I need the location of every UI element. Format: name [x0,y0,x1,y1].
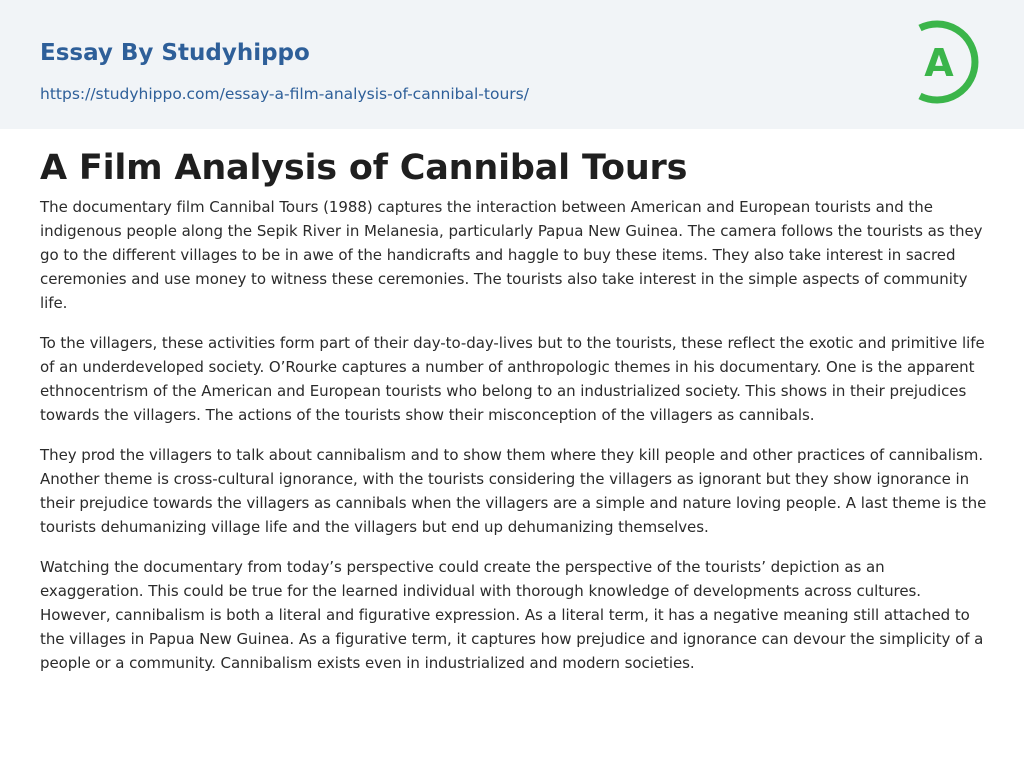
site-header [0,0,1024,129]
essay-paragraph-2: To the villagers, these activities form part of their day-to-day-lives but to the tourists, these reflect the exotic and primitive life of an underdeveloped society. O’Rourke captures a number of anthropologic themes in his documentary. One is the apparent ethnocentrism of the American and European tourists who belong to an industrialized society. This shows in their prejudices towards the villagers. The actions of the tourists show their misconception of the villagers as cannibals. [40,334,985,424]
logo-letter: A [924,41,954,85]
page-title: A Film Analysis of Cannibal Tours [40,148,688,188]
essay-paragraph-4: Watching the documentary from today’s perspective could create the perspective of the tourists’ depiction as an exaggeration. This could be true for the learned individual with thorough knowledge of developments across cultures. However, cannibalism is both a literal and figurative expression. As a literal term, it has a negative meaning still attached to the villages in Papua New Guinea. As a figurative term, it captures how prejudice and ignorance can devour the simplicity of a people or a community. Cannibalism exists even in industrialized and modern societies. [40,558,984,672]
essay-content [40,143,990,691]
studyhippo-logo-icon[interactable] [912,18,986,106]
essay-paragraph-1: The documentary film Cannibal Tours (1988) captures the interaction between American and European tourists and the indigenous people along the Sepik River in Melanesia, particularly Papua New Guinea. The camera follows the tourists as they go to the different villages to be in awe of the handicrafts and haggle to buy these items. They also take interest in sacred ceremonies and use money to witness these ceremonies. The tourists also take interest in the simple aspects of community life. [40,198,983,312]
essay-url-link[interactable]: https://studyhippo.com/essay-a-film-analysis-of-cannibal-tours/ [40,85,529,103]
site-title[interactable]: Essay By Studyhippo [40,40,310,66]
essay-paragraph-3: They prod the villagers to talk about cannibalism and to show them where they kill people and other practices of cannibalism. Another theme is cross-cultural ignorance, with the tourists considering the villagers as ignorant but they show ignorance in their prejudice towards the villagers as cannibals when the villagers are a simple and nature loving people. A last theme is the tourists dehumanizing village life and the villagers but end up dehumanizing themselves. [40,446,987,536]
